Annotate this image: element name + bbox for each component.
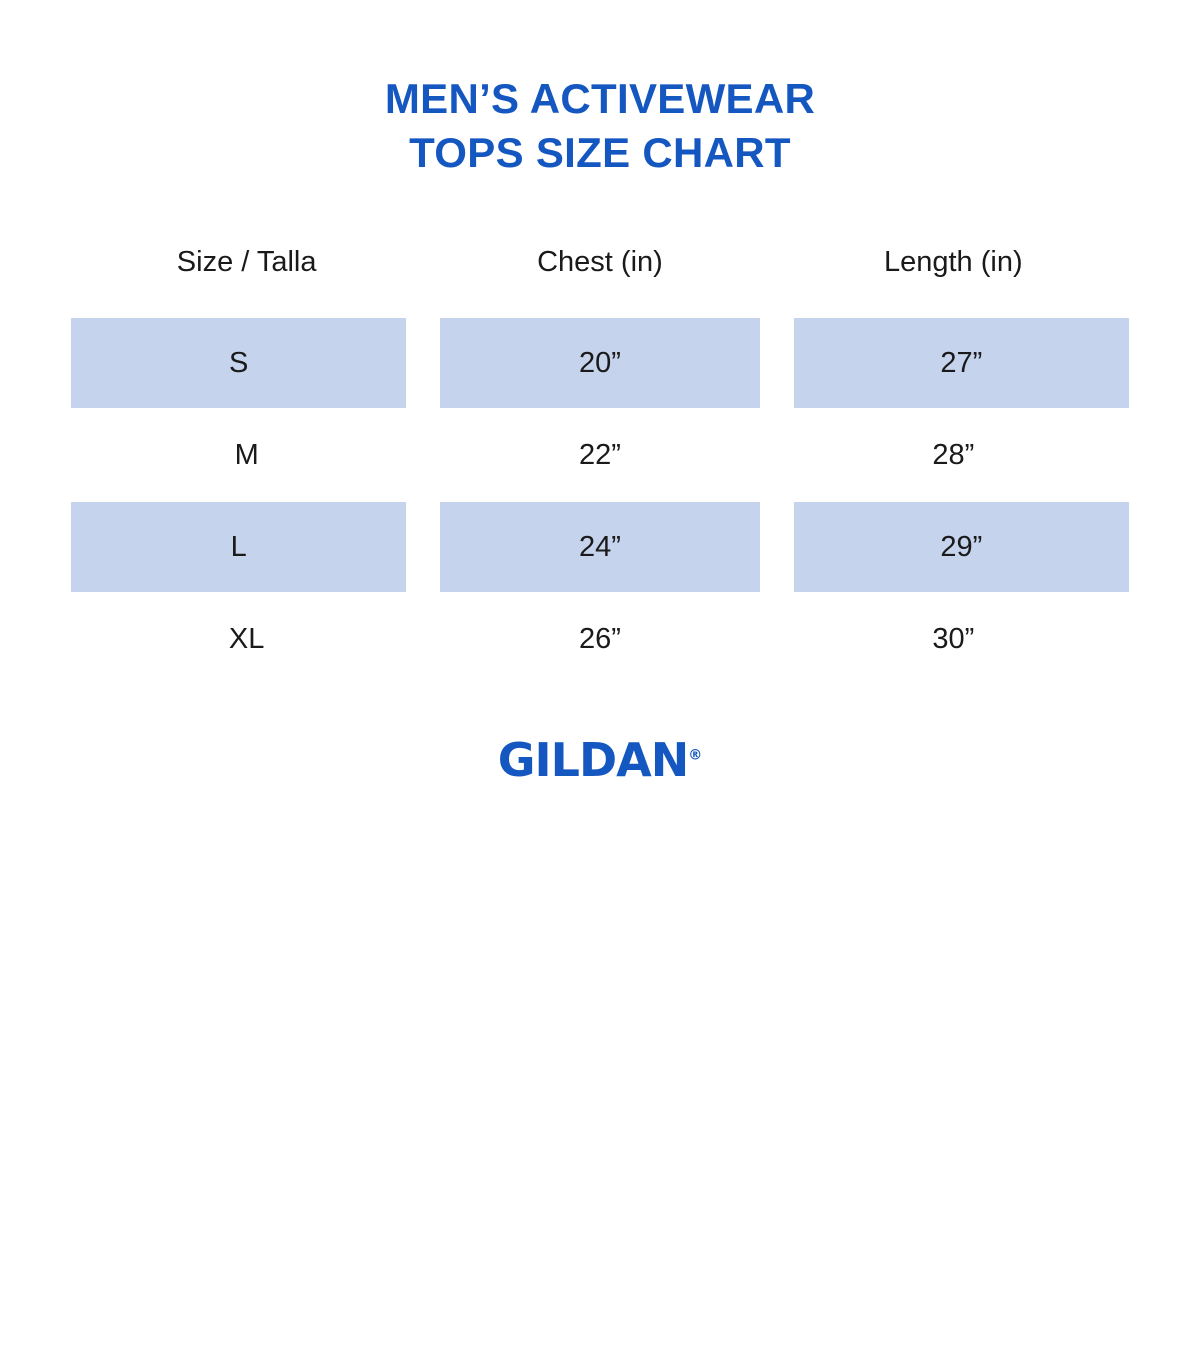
cell-size-value: L [71,502,406,592]
brand-wordmark [498,733,702,787]
cell-chest-value: 24” [440,502,759,592]
cell-size [70,593,423,685]
cell-chest-value: 20” [440,318,759,408]
table-header-row [70,246,1130,317]
cell-size [70,317,423,409]
page-title-line-1: MEN’S ACTIVEWEAR [384,75,816,122]
cell-chest [423,593,776,685]
table-header [70,246,1130,317]
table-row [70,593,1130,685]
cell-size-value: S [71,318,406,408]
cell-length-value: 28” [932,438,975,471]
page-title [0,0,1200,180]
cell-length [777,317,1130,409]
cell-length-value: 30” [932,622,975,655]
column-header-size: Size / Talla [176,245,317,278]
cell-chest [423,501,776,593]
table-body [70,317,1130,685]
column-header-length: Length (in) [883,245,1023,278]
cell-length [777,593,1130,685]
cell-size-value: M [234,438,259,471]
cell-size-value: XL [228,622,265,655]
cell-size [70,501,423,593]
cell-length [777,409,1130,501]
registered-trademark-icon: ® [688,747,703,764]
cell-chest [423,317,776,409]
cell-length [777,501,1130,593]
cell-chest [423,409,776,501]
cell-chest-value: 22” [578,438,621,471]
size-table-container [0,246,1200,685]
cell-size [70,409,423,501]
brand-logo [0,733,1200,787]
page-title-line-2: TOPS SIZE CHART [409,128,791,176]
size-table [70,246,1130,685]
cell-length-value: 29” [794,502,1129,592]
column-header-chest: Chest (in) [537,245,663,278]
table-row [70,317,1130,409]
table-row [70,409,1130,501]
brand-name: GILDAN [497,732,689,787]
cell-length-value: 27” [794,318,1129,408]
cell-chest-value: 26” [578,622,621,655]
table-row [70,501,1130,593]
